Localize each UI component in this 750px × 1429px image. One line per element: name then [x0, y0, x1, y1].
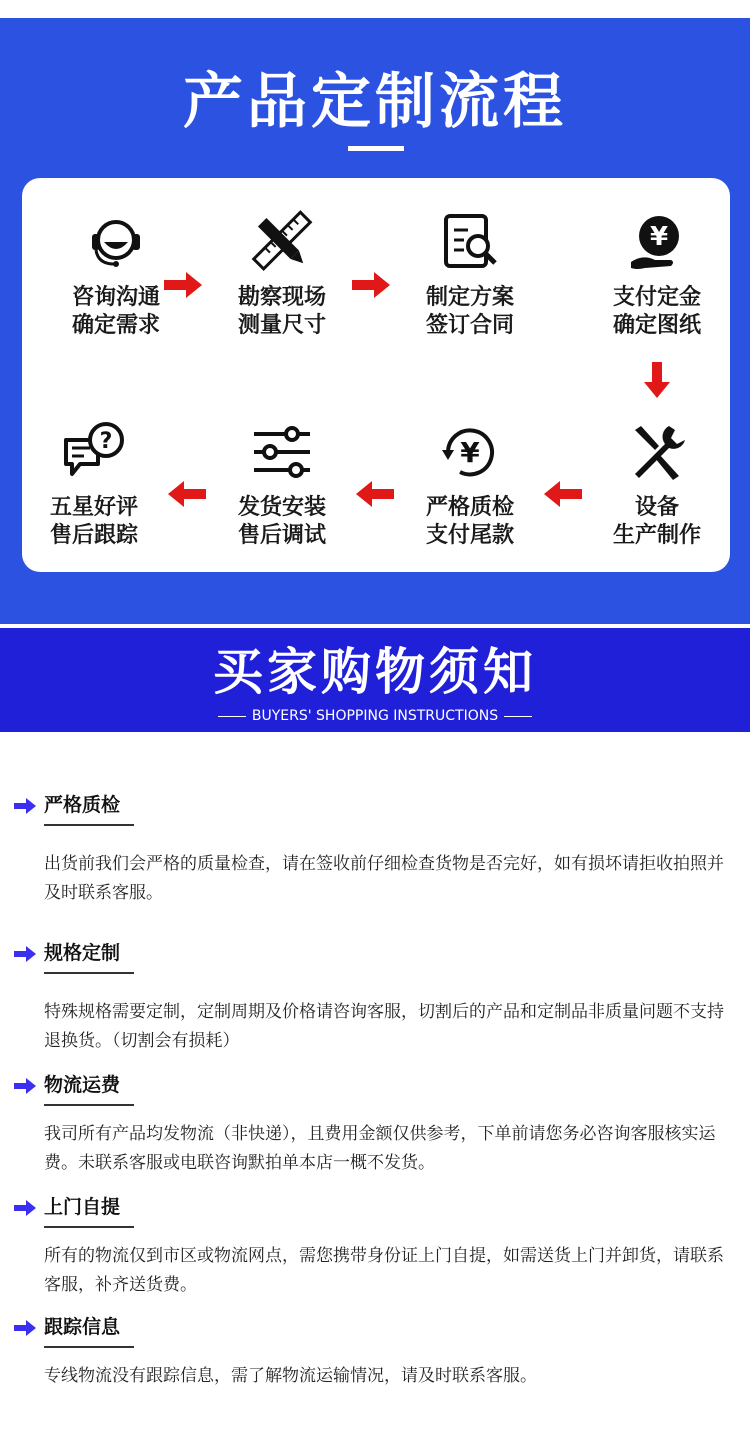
step-inspection-line1: 严格质检 — [425, 495, 514, 520]
svg-text:¥: ¥ — [649, 222, 669, 252]
notice-item-title: 跟踪信息 — [44, 1316, 121, 1338]
notice-item-quality — [14, 792, 734, 912]
step-survey-line2: 测量尺寸 — [237, 313, 326, 338]
ruler-pencil-icon — [250, 210, 314, 274]
step-plan-line2: 签订合同 — [425, 313, 514, 338]
step-deposit — [582, 210, 732, 340]
step-survey — [207, 210, 357, 340]
subtitle-dash-right — [504, 716, 532, 717]
svg-text:¥: ¥ — [460, 436, 480, 469]
title-underline — [348, 146, 404, 151]
arrow-left-icon — [544, 481, 582, 507]
notice-subtitle — [0, 706, 750, 726]
process-section — [0, 0, 750, 624]
notice-item-body: 专线物流没有跟踪信息，需了解物流运输情况，请及时联系客服。 — [44, 1366, 537, 1386]
notice-subtitle-text: BUYERS' SHOPPING INSTRUCTIONS — [251, 708, 499, 724]
tools-icon — [625, 420, 689, 484]
step-delivery-line1: 发货安装 — [237, 495, 326, 520]
document-search-icon — [438, 210, 502, 274]
svg-text:?: ? — [99, 429, 113, 454]
sliders-icon — [250, 420, 314, 484]
step-deposit-line1: 支付定金 — [612, 285, 701, 310]
arrow-bullet-icon — [14, 946, 36, 962]
process-card — [22, 178, 730, 572]
title-underline — [44, 1346, 134, 1348]
arrow-left-icon — [356, 481, 394, 507]
title-underline — [44, 972, 134, 974]
step-consult-line2: 确定需求 — [71, 313, 160, 338]
notice-item-title: 规格定制 — [44, 942, 121, 964]
notice-item-custom — [14, 940, 734, 1060]
notice-item-title: 物流运费 — [44, 1074, 121, 1096]
notice-header — [0, 628, 750, 732]
arrow-bullet-icon — [14, 798, 36, 814]
step-plan-line1: 制定方案 — [425, 285, 514, 310]
arrow-bullet-icon — [14, 1078, 36, 1094]
notice-item-body: 出货前我们会严格的质量检查，请在签收前仔细检查货物是否完好，如有损坏请拒收拍照并及时联系客服。 — [44, 854, 724, 903]
step-production — [582, 420, 732, 550]
arrow-right-icon — [352, 272, 390, 298]
notice-item-shipping — [14, 1072, 734, 1182]
arrow-left-icon — [168, 481, 206, 507]
top-strip — [0, 0, 750, 18]
arrow-bullet-icon — [14, 1320, 36, 1336]
step-plan — [395, 210, 545, 340]
step-production-line2: 生产制作 — [612, 523, 701, 548]
title-underline — [44, 824, 134, 826]
step-production-line1: 设备 — [634, 495, 679, 520]
step-review-line1: 五星好评 — [49, 495, 138, 520]
process-title: 产品定制流程 — [183, 67, 567, 137]
title-underline — [44, 1104, 134, 1106]
step-survey-line1: 勘察现场 — [237, 285, 326, 310]
notice-title: 买家购物须知 — [213, 643, 537, 701]
notice-item-body: 我司所有产品均发物流（非快递），且费用金额仅供参考，下单前请您务必咨询客服核实运费。未联系客服或电联咨询默拍单本店一概不发货。 — [44, 1124, 716, 1173]
step-inspection-line2: 支付尾款 — [425, 523, 514, 548]
step-delivery — [207, 420, 357, 550]
notice-item-title: 严格质检 — [44, 794, 121, 816]
step-deposit-line2: 确定图纸 — [612, 313, 701, 338]
notice-item-pickup — [14, 1194, 734, 1304]
step-review-line2: 售后跟踪 — [49, 523, 138, 548]
arrow-bullet-icon — [14, 1200, 36, 1216]
step-consult-line1: 咨询沟通 — [71, 285, 160, 310]
notice-item-title: 上门自提 — [44, 1196, 121, 1218]
subtitle-dash-left — [218, 716, 246, 717]
yen-hand-icon — [625, 210, 689, 274]
notice-item-body: 特殊规格需要定制，定制周期及价格请咨询客服，切割后的产品和定制品非质量问题不支持退换货。（切割会有损耗） — [44, 1002, 724, 1051]
customer-service-icon — [84, 210, 148, 274]
notice-item-body: 所有的物流仅到市区或物流网点，需您携带身份证上门自提，如需送货上门并卸货，请联系客服，补齐送货费。 — [44, 1246, 724, 1295]
chat-question-icon — [62, 420, 126, 484]
step-delivery-line2: 售后调试 — [237, 523, 326, 548]
arrow-down-icon — [644, 362, 670, 398]
yen-refresh-icon — [438, 420, 502, 484]
arrow-right-icon — [164, 272, 202, 298]
title-underline — [44, 1226, 134, 1228]
notice-item-tracking — [14, 1314, 734, 1404]
step-review — [19, 420, 169, 550]
step-inspection — [395, 420, 545, 550]
